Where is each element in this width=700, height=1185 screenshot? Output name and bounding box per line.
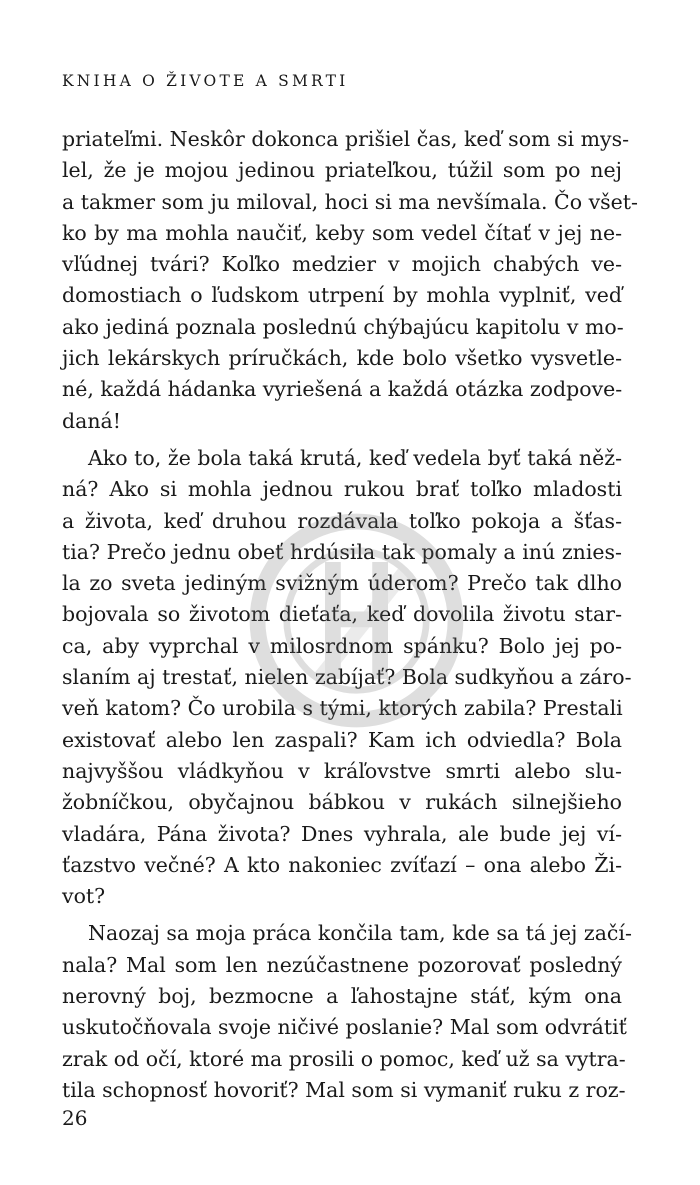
text-line: jich lekárskych príručkách, kde bolo všetko vysvetle- — [62, 346, 622, 371]
text-line: Ako to, že bola taká krutá, keď vedela byť taká něž- — [88, 445, 622, 470]
text-line: priateľmi. Neskôr dokonca prišiel čas, keď som si mys- — [62, 127, 630, 151]
text-line: najvyššou vládkyňou v kráľovstve smrti alebo slu- — [62, 758, 622, 783]
text-line: tila schopnosť hovoriť? Mal som si vymaniť ruku z roz- — [62, 1077, 626, 1102]
body-text — [62, 124, 638, 1106]
text-line: la zo sveta jediným svižným úderom? Prečo tak dlho — [62, 571, 622, 596]
text-line: ťazstvo večné? A kto nakoniec zvíťazí – ona alebo Ži- — [62, 852, 622, 877]
text-line: slaním aj trestať, nielen zabíjať? Bola sudkyňou a záro- — [62, 665, 632, 690]
text-line: žobníčkou, obyčajnou bábkou v rukách silnejšieho — [62, 790, 622, 815]
text-line: lel, že je mojou jedinou priateľkou, túžil som po nej — [62, 158, 622, 183]
text-line: ko by ma mohla naučiť, keby som vedel čítať v jej ne- — [62, 220, 622, 245]
text-line: bojovala so životom dieťaťa, keď dovolila životu star- — [62, 602, 622, 627]
paragraph-2 — [62, 443, 632, 912]
text-line: vot? — [62, 884, 106, 909]
running-head: KNIHA O ŽIVOTE A SMRTI — [62, 72, 349, 90]
paragraph-3 — [62, 918, 632, 1106]
text-line: Naozaj sa moja práca končila tam, kde sa tá jej začí- — [88, 921, 632, 946]
text-line: ca, aby vyprchal v milosrdnom spánku? Bolo jej po- — [62, 633, 622, 658]
paragraph-1 — [62, 124, 638, 437]
text-line: nala? Mal som len nezúčastnene pozorovať posledný — [62, 952, 622, 977]
text-line: a života, keď druhou rozdávala toľko pokoja a šťas- — [62, 508, 622, 533]
page-number: 26 — [62, 1106, 88, 1130]
text-line: ako jediná poznala poslednú chýbajúcu kapitolu v mo- — [62, 314, 624, 339]
text-line: nerovný boj, bezmocne a ľahostajne stáť, kým ona — [62, 984, 622, 1009]
text-line: existovať alebo len zaspali? Kam ich odviedla? Bola — [62, 727, 622, 752]
text-line: daná! — [62, 408, 122, 433]
text-line: tia? Prečo jednu obeť hrdúsila tak pomaly a inú znies- — [62, 539, 622, 564]
text-line: zrak od očí, ktoré ma prosili o pomoc, keď už sa vytra- — [62, 1046, 626, 1071]
text-line: vľúdnej tvári? Koľko medzier v mojich chabých ve- — [62, 252, 622, 277]
text-line: a takmer som ju miloval, hoci si ma nevšímala. Čo všet- — [62, 189, 638, 214]
text-line: ná? Ako si mohla jednou rukou brať toľko mladosti — [62, 477, 622, 502]
text-line: uskutočňovala svoje ničivé poslanie? Mal som odvrátiť — [62, 1015, 627, 1040]
text-line: vladára, Pána života? Dnes vyhrala, ale bude jej ví- — [62, 821, 622, 846]
text-line: né, každá hádanka vyriešená a každá otázka zodpove- — [62, 377, 623, 402]
text-line: domostiach o ľudskom utrpení by mohla vyplniť, veď — [62, 283, 622, 308]
text-line: veň katom? Čo urobila s tými, ktorých zabila? Prestali — [62, 696, 623, 721]
